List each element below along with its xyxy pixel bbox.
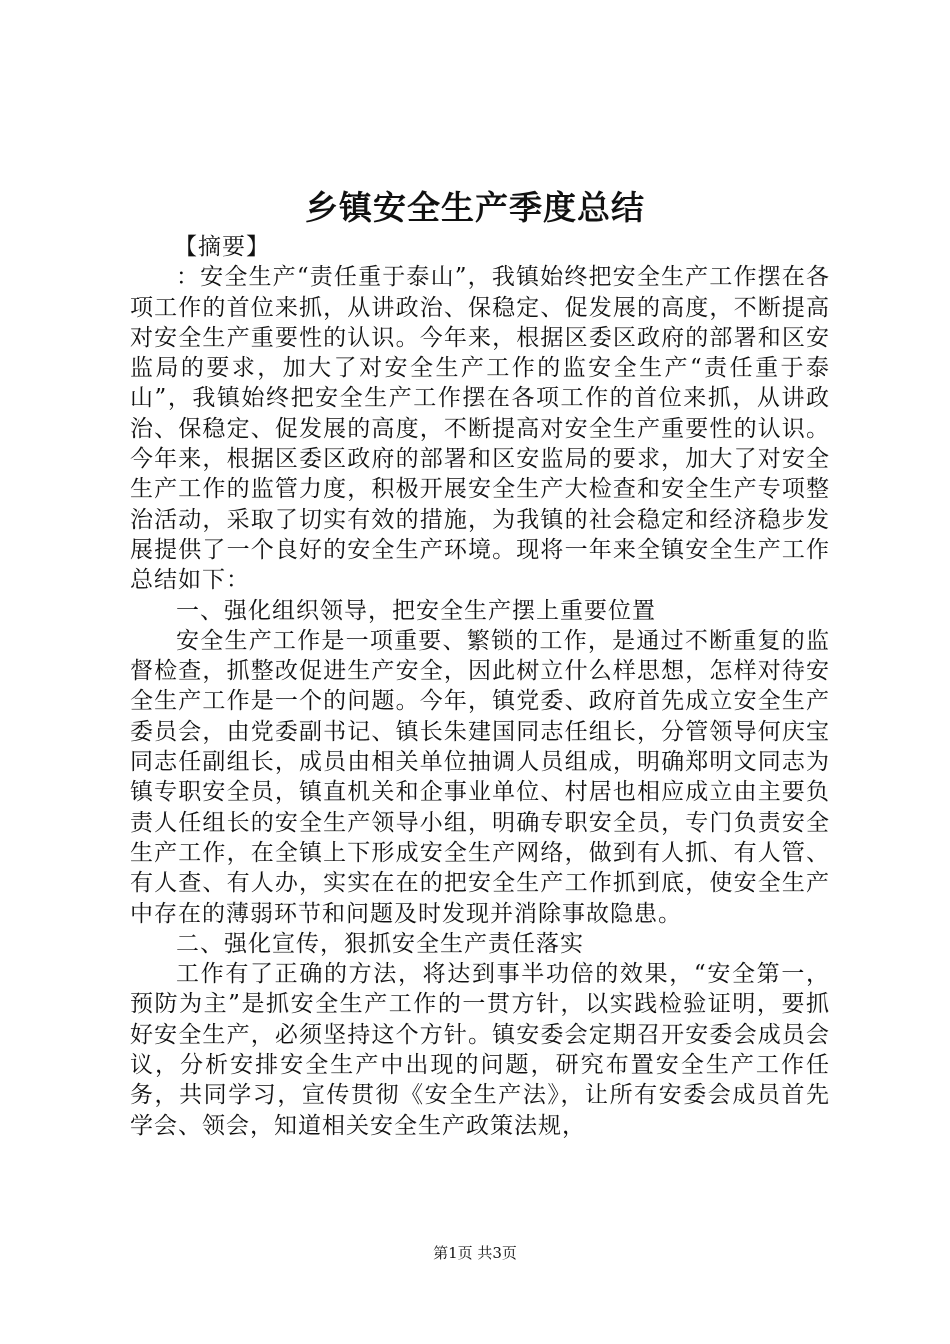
section-1-paragraph: 安全生产工作是一项重要、繁锁的工作，是通过不断重复的监督检查，抓整改促进生产安全，因此树立什么样思想，怎样对待安全生产工作是一个的问题。今年，镇党委、政府首先成立安全生产委员会，由党委副书记、镇长朱建国同志任组长，分管领导何庆宝同志任副组长，成员由相关单位抽调人员组成，明确郑明文同志为镇专职安全员，镇直机关和企事业单位、村居也相应成立由主要负责人任组长的安全生产领导小组，明确专职安全员，专门负责安全生产工作，在全镇上下形成安全生产网络，做到有人抓、有人管、有人查、有人办，实实在在的把安全生产工作抓到底，使安全生产中存在的薄弱环节和问题及时发现并消除事故隐患。 xyxy=(130,627,830,927)
abstract-paragraph: ：安全生产“责任重于泰山”，我镇始终把安全生产工作摆在各项工作的首位来抓，从讲政治、保稳定、促发展的高度，不断提高对安全生产重要性的认识。今年来，根据区委区政府的部署和区安监局的要求，加大了对安全生产工作的监安全生产“责任重于泰山”，我镇始终把安全生产工作摆在各项工作的首位来抓，从讲政治、保稳定、促发展的高度，不断提高对安全生产重要性的认识。今年来，根据区委区政府的部署和区安监局的要求，加大了对安全生产工作的监管力度，积极开展安全生产大检查和安全生产专项整治活动，采取了切实有效的措施，为我镇的社会稳定和经济稳步发展提供了一个良好的安全生产环境。现将一年来全镇安全生产工作总结如下： xyxy=(130,264,830,594)
section-heading-2: 二、强化宣传，狠抓安全生产责任落实 xyxy=(176,930,584,957)
abstract-label: 【摘要】 xyxy=(174,234,270,260)
document-title: 乡镇安全生产季度总结 xyxy=(305,188,645,227)
section-2-paragraph: 工作有了正确的方法，将达到事半功倍的效果，“安全第一，预防为主”是抓安全生产工作的一贯方针，以实践检验证明，要抓好安全生产，必须坚持这个方针。镇安委会定期召开安委会成员会议，分析安排安全生产中出现的问题，研究布置安全生产工作任务，共同学习，宣传贯彻《安全生产法》，让所有安委会成员首先学会、领会，知道相关安全生产政策法规， xyxy=(130,961,830,1139)
page-footer: 第1页 共3页 xyxy=(433,1244,517,1262)
document-body xyxy=(130,232,830,1141)
section-heading-1: 一、强化组织领导，把安全生产摆上重要位置 xyxy=(176,597,656,624)
